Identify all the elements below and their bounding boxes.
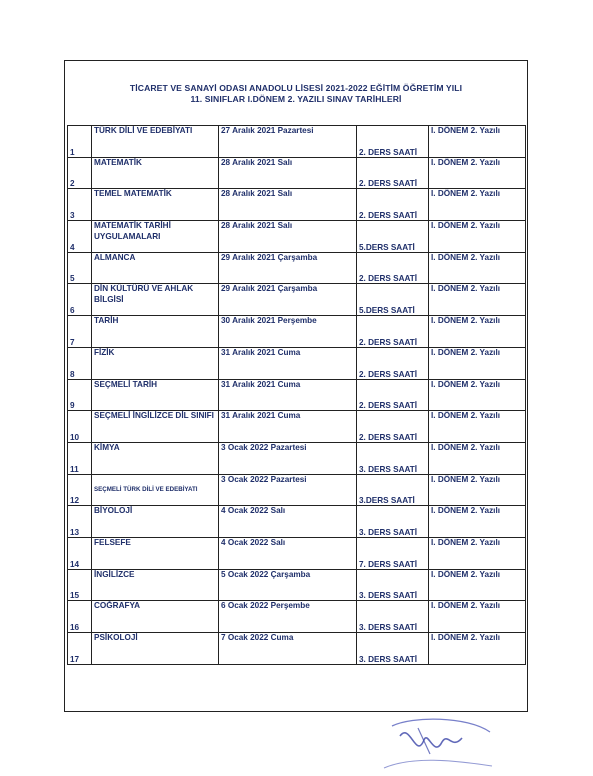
row-number: 5 [68,252,92,284]
row-number: 7 [68,316,92,348]
signature-stamp [372,716,502,776]
exam-schedule-table [67,125,526,665]
exam-date: 31 Aralık 2021 Cuma [219,411,357,443]
lesson-hour: 3. DERS SAATİ [357,633,429,665]
lesson-hour: 2. DERS SAATİ [357,347,429,379]
course-name: COĞRAFYA [92,601,219,633]
school-title: TİCARET VE SANAYİ ODASI ANADOLU LİSESİ 2021-2022 EĞİTİM ÖĞRETİM YILI [129,83,463,93]
table-row [68,474,526,506]
row-number: 4 [68,221,92,253]
exam-date: 31 Aralık 2021 Cuma [219,347,357,379]
lesson-hour: 2. DERS SAATİ [357,189,429,221]
lesson-hour: 2. DERS SAATİ [357,411,429,443]
exam-date: 28 Aralık 2021 Salı [219,157,357,189]
course-name: PSİKOLOJİ [92,633,219,665]
table-row [68,379,526,411]
lesson-hour: 2. DERS SAATİ [357,157,429,189]
exam-date: 4 Ocak 2022 Salı [219,537,357,569]
exam-type: I. DÖNEM 2. Yazılı [429,284,526,316]
table-row [68,157,526,189]
exam-type: I. DÖNEM 2. Yazılı [429,189,526,221]
lesson-hour: 5.DERS SAATİ [357,221,429,253]
exam-date: 31 Aralık 2021 Cuma [219,379,357,411]
exam-date: 7 Ocak 2022 Cuma [219,633,357,665]
exam-type: I. DÖNEM 2. Yazılı [429,601,526,633]
course-name: KİMYA [92,442,219,474]
course-name: TARİH [92,316,219,348]
table-row [68,411,526,443]
row-number: 8 [68,347,92,379]
exam-type: I. DÖNEM 2. Yazılı [429,126,526,158]
course-name: SEÇMELİ İNGİLİZCE DİL SINIFI [92,411,219,443]
row-number: 6 [68,284,92,316]
exam-date: 6 Ocak 2022 Perşembe [219,601,357,633]
row-number: 17 [68,633,92,665]
exam-type: I. DÖNEM 2. Yazılı [429,474,526,506]
exam-date: 30 Aralık 2021 Perşembe [219,316,357,348]
exam-type: I. DÖNEM 2. Yazılı [429,157,526,189]
exam-date: 29 Aralık 2021 Çarşamba [219,284,357,316]
lesson-hour: 3.DERS SAATİ [357,474,429,506]
row-number: 16 [68,601,92,633]
lesson-hour: 2. DERS SAATİ [357,316,429,348]
lesson-hour: 3. DERS SAATİ [357,506,429,538]
table-row [68,252,526,284]
exam-date: 3 Ocak 2022 Pazartesi [219,442,357,474]
table-row [68,126,526,158]
row-number: 2 [68,157,92,189]
exam-date: 4 Ocak 2022 Salı [219,506,357,538]
table-row [68,569,526,601]
exam-date: 5 Ocak 2022 Çarşamba [219,569,357,601]
course-name: FELSEFE [92,537,219,569]
table-row [68,537,526,569]
exam-type: I. DÖNEM 2. Yazılı [429,316,526,348]
table-row [68,316,526,348]
row-number: 14 [68,537,92,569]
table-row [68,601,526,633]
course-name: SEÇMELİ TÜRK DİLİ VE EDEBİYATI [92,474,219,506]
exam-type: I. DÖNEM 2. Yazılı [429,506,526,538]
table-row [68,284,526,316]
course-name: FİZİK [92,347,219,379]
exam-type: I. DÖNEM 2. Yazılı [429,379,526,411]
lesson-hour: 2. DERS SAATİ [357,252,429,284]
course-name: DİN KÜLTÜRÜ VE AHLAK BİLGİSİ [92,284,219,316]
exam-date: 29 Aralık 2021 Çarşamba [219,252,357,284]
row-number: 13 [68,506,92,538]
table-row [68,506,526,538]
exam-date: 3 Ocak 2022 Pazartesi [219,474,357,506]
lesson-hour: 3. DERS SAATİ [357,569,429,601]
course-name: MATEMATİK TARİHİ UYGULAMALARI [92,221,219,253]
row-number: 15 [68,569,92,601]
lesson-hour: 2. DERS SAATİ [357,126,429,158]
table-row [68,442,526,474]
course-name: TÜRK DİLİ VE EDEBİYATI [92,126,219,158]
exam-type: I. DÖNEM 2. Yazılı [429,252,526,284]
table-row [68,633,526,665]
exam-type: I. DÖNEM 2. Yazılı [429,537,526,569]
lesson-hour: 2. DERS SAATİ [357,379,429,411]
course-name: MATEMATİK [92,157,219,189]
course-name: SEÇMELİ TARİH [92,379,219,411]
row-number: 1 [68,126,92,158]
exam-date: 28 Aralık 2021 Salı [219,189,357,221]
document-header [65,61,527,125]
exam-schedule-title: 11. SINIFLAR I.DÖNEM 2. YAZILI SINAV TARİHLERİ [190,94,402,104]
document-frame [64,60,528,712]
lesson-hour: 7. DERS SAATİ [357,537,429,569]
exam-type: I. DÖNEM 2. Yazılı [429,442,526,474]
lesson-hour: 3. DERS SAATİ [357,442,429,474]
course-name: BİYOLOJİ [92,506,219,538]
table-row [68,347,526,379]
exam-type: I. DÖNEM 2. Yazılı [429,569,526,601]
lesson-hour: 3. DERS SAATİ [357,601,429,633]
course-name: TEMEL MATEMATİK [92,189,219,221]
exam-type: I. DÖNEM 2. Yazılı [429,633,526,665]
exam-date: 27 Aralık 2021 Pazartesi [219,126,357,158]
table-row [68,221,526,253]
lesson-hour: 5.DERS SAATİ [357,284,429,316]
row-number: 11 [68,442,92,474]
row-number: 10 [68,411,92,443]
exam-date: 28 Aralık 2021 Salı [219,221,357,253]
row-number: 3 [68,189,92,221]
row-number: 12 [68,474,92,506]
exam-type: I. DÖNEM 2. Yazılı [429,411,526,443]
exam-type: I. DÖNEM 2. Yazılı [429,221,526,253]
row-number: 9 [68,379,92,411]
exam-type: I. DÖNEM 2. Yazılı [429,347,526,379]
course-name: ALMANCA [92,252,219,284]
course-name: İNGİLİZCE [92,569,219,601]
table-row [68,189,526,221]
